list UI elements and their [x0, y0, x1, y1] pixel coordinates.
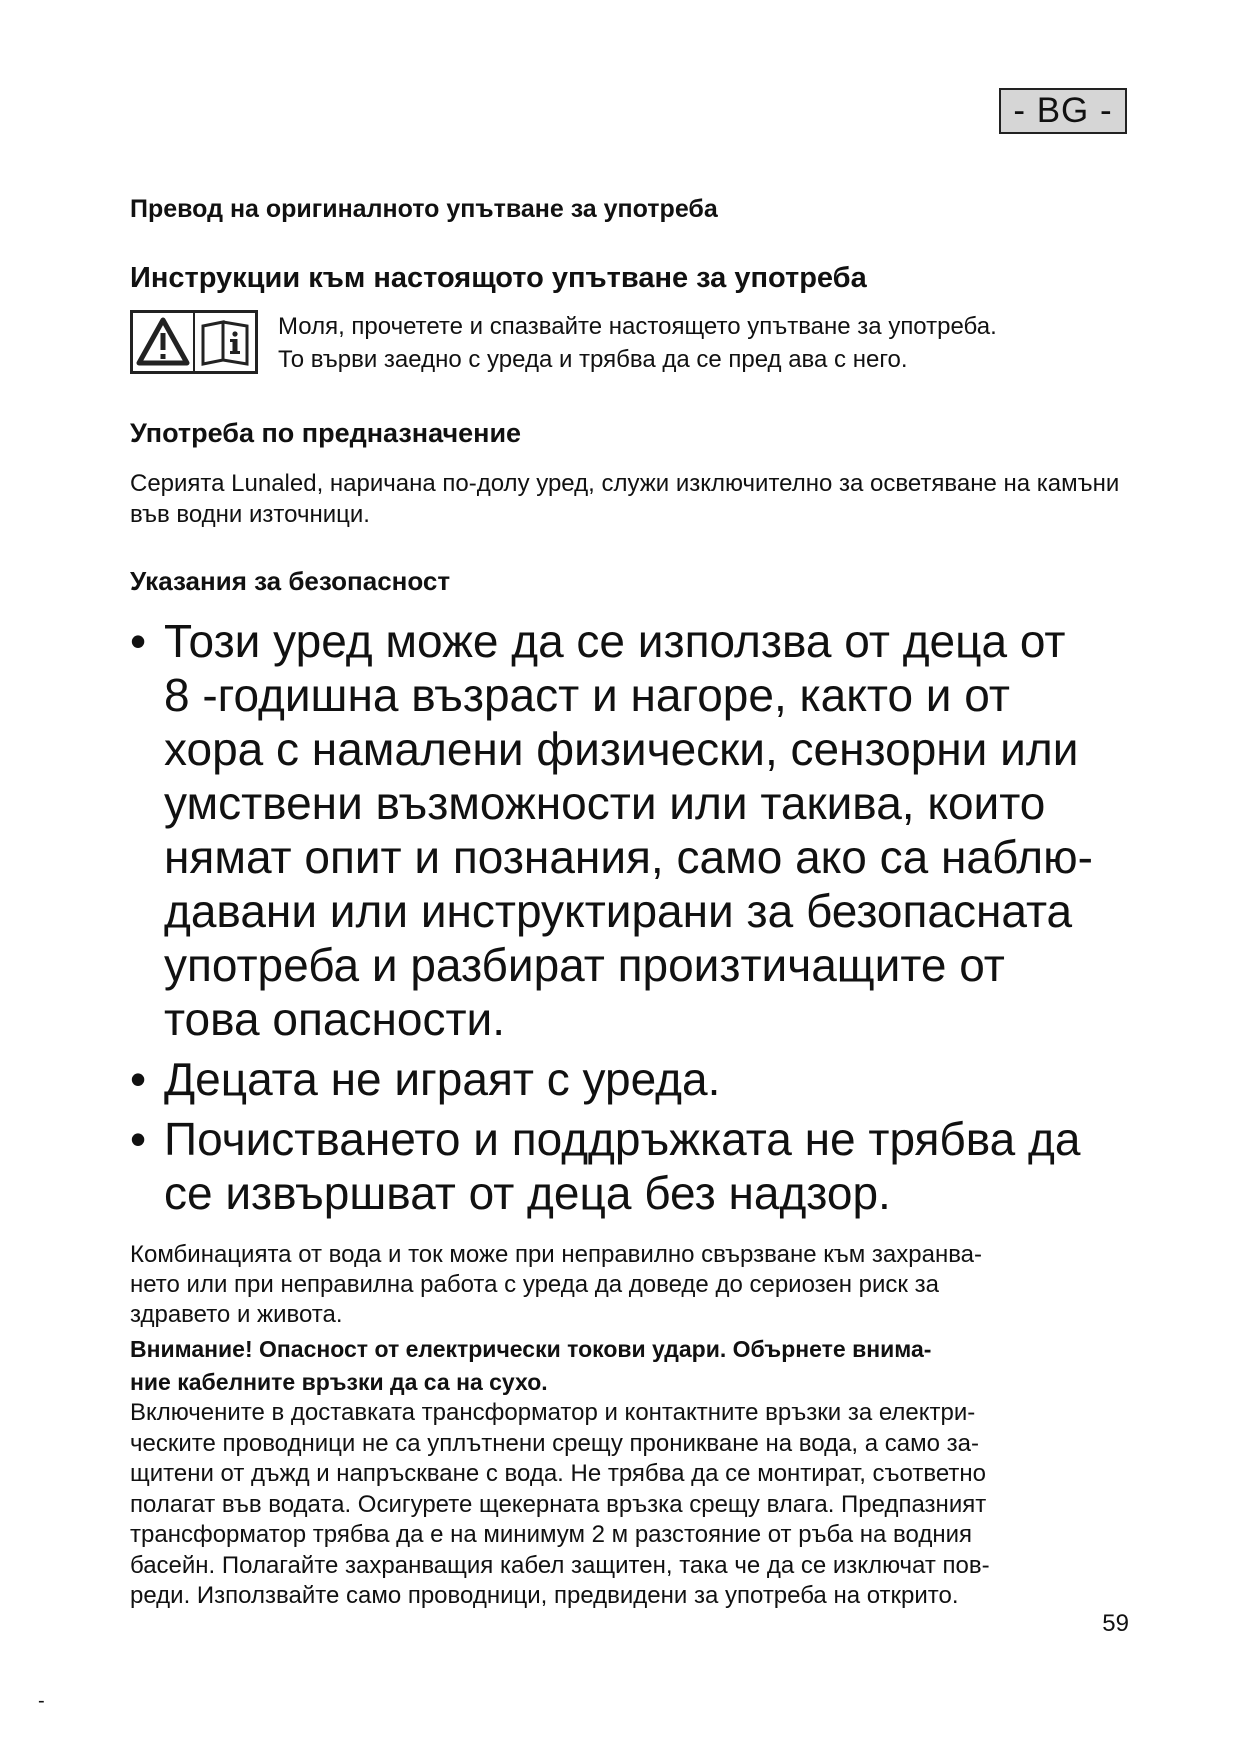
intended-use-text: Серията Lunaled, наричана по-долу уред, служи изключително за осветяване на камъни във водни източници. [130, 470, 1120, 528]
page-number: 59 [1102, 1610, 1129, 1637]
document-subtitle: Превод на оригиналното упътване за употреба [130, 195, 718, 223]
risk-text [130, 1240, 1120, 1330]
bullet-icon: • [130, 615, 147, 667]
bullet-line: Този уред може да се използва от деца от [164, 615, 1066, 667]
body-line: Включените в доставката трансформатор и контактните връзки за електри- [130, 1399, 976, 1426]
body-line: трансформатор трябва да е на минимум 2 м разстояние от ръба на водния [130, 1521, 972, 1548]
body-line: басейн. Полагайте захранващия кабел защитен, така че да се изключат пов- [130, 1551, 990, 1579]
bullet-line: Почистването и поддръжката не трябва да [164, 1113, 1081, 1165]
bullet-line: употреба и разбират произтичащите от [164, 939, 1005, 991]
bullet-icon: • [130, 1053, 147, 1105]
heading-intended-use: Употреба по предназначение [130, 418, 522, 448]
footer-mark: - [38, 1690, 45, 1712]
safety-bullet-item [130, 614, 1140, 1046]
body-line: реди. Използвайте само проводници, предвидени за употреба на открито. [130, 1582, 959, 1609]
manual-icon-group [130, 310, 258, 374]
warning-line: Внимание! Опасност от електрически токови удари. Обърнете внима- [130, 1336, 932, 1362]
bullet-line: се извършват от деца без надзор. [164, 1167, 891, 1219]
language-badge: - BG - [999, 88, 1127, 134]
risk-line: нето или при неправилна работа с уреда да доведе до сериозен риск за [130, 1271, 939, 1298]
transformer-instructions-text [130, 1398, 1120, 1612]
heading-instructions: Инструкции към настоящото упътване за употреба [130, 262, 867, 294]
heading-safety: Указания за безопасност [130, 566, 451, 596]
read-manual-icon [195, 313, 255, 371]
body-line: полагат във водата. Осигурете щекерната връзка срещу влага. Предпазният [130, 1490, 987, 1518]
bullet-line: хора с намалени физически, сензорни или [164, 723, 1079, 775]
instructions-line: То върви заедно с уреда и трябва да се пред ава с него. [278, 346, 908, 373]
body-line: ческите проводници не са уплътнени срещу проникване на вода, а само за- [130, 1429, 979, 1457]
bullet-line: давани или инструктирани за безопасната [164, 885, 1073, 937]
bullet-line: нямат опит и познания, само ако са наблю- [164, 831, 1093, 883]
bullet-line: това опасности. [164, 993, 506, 1045]
risk-line: Комбинацията от вода и ток може при неправилно свързване към захранва- [130, 1241, 983, 1268]
warning-line: ние кабелните връзки да са на сухо. [130, 1369, 548, 1395]
instructions-text [278, 310, 997, 376]
bullet-line: Децата не играят с уреда. [164, 1053, 721, 1105]
bullet-line: умствени възможности или такива, които [164, 777, 1046, 829]
safety-bullet-item [130, 1052, 1140, 1106]
bullet-icon: • [130, 1113, 147, 1165]
instructions-line: Моля, прочетете и спазвайте настоящето упътване за употреба. [278, 313, 997, 340]
warning-triangle-icon [133, 313, 195, 371]
risk-line: здравето и живота. [130, 1301, 343, 1328]
safety-bullet-item [130, 1112, 1140, 1220]
bullet-line: 8 -годишна възраст и нагоре, както и от [164, 669, 1010, 721]
safety-bullet-list [130, 614, 1140, 1226]
electric-shock-warning [130, 1333, 1120, 1399]
body-line: щитени от дъжд и напръскване с вода. Не трябва да се монтират, съответно [130, 1460, 986, 1487]
